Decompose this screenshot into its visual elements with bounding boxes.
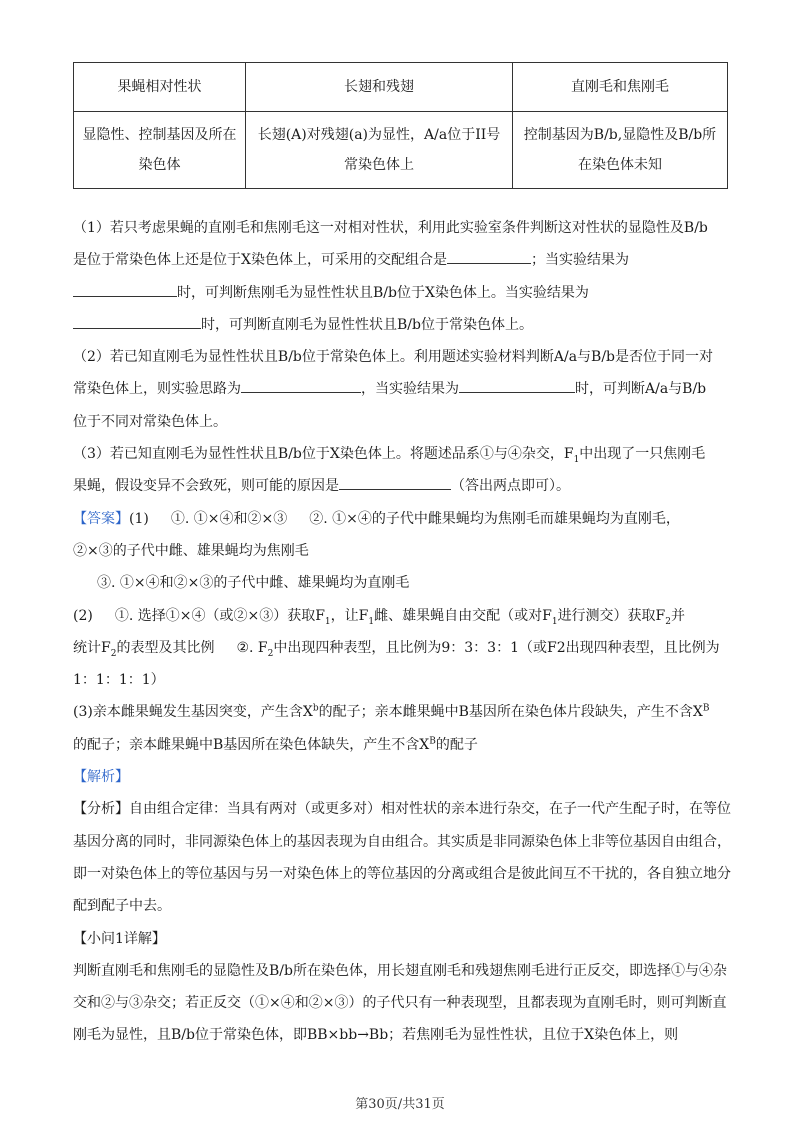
analysis-section [73, 761, 733, 1052]
header-cell: 果蝇相对性状 [74, 63, 246, 112]
answer-blank[interactable] [339, 472, 451, 490]
content-body [73, 212, 733, 1052]
trait-table [73, 62, 728, 189]
answer-tag: 【答案】 [73, 510, 129, 527]
analysis-fx-tag: 【分析】 [73, 801, 129, 818]
table-row [74, 112, 728, 189]
page-footer: 第30页/共31页 [355, 1097, 445, 1112]
answer-blank[interactable] [73, 279, 177, 297]
question-1: （1）若只考虑果蝇的直刚毛和焦刚毛这一对相对性状，利用此实验室条件判断这对性状的显隐性及B/b 是位于常染色体上还是位于X染色体上，可采用的交配组合是 ；当实验结果为 时，可判断焦刚毛为显性性状且B/b位于X染色体上。当实验结果为 时，可判断直刚毛为显性性状且B/b位于常染色体上。 [73, 220, 708, 333]
table-cell: 长翅(A)对残翅(a)为显性，A/a位于II号常染色体上 [246, 112, 513, 189]
question-2: （2）若已知直刚毛为显性性状且B/b位于常染色体上。利用题述实验材料判断A/a与B/b是否位于同一对 常染色体上，则实验思路为 ，当实验结果为 时，可判断A/a与B/b 位于不同对常染色体上。 [73, 349, 714, 430]
analysis-tag: 【解析】 [73, 769, 129, 786]
answer-blank[interactable] [459, 375, 575, 393]
header-cell: 长翅和残翅 [246, 63, 513, 112]
answer-blank[interactable] [447, 246, 531, 264]
detail-text: 判断直刚毛和焦刚毛的显隐性及B/b所在染色体，用长翅直刚毛和残翅焦刚毛进行正反交，即选择①与④杂交和②与③杂交；若正反交（①×④和②×③）的子代只有一种表现型，且都表现为直刚毛时，则可判断直刚毛为显性，且B/b位于常染色体，即BB×bb→Bb；若焦刚毛为显性性状，且位于X染色体上，则 [73, 962, 727, 1044]
answer-section: 【答案】(1) ①. ①×④和②×③ ②. ①×④的子代中雌果蝇均为焦刚毛而雄果蝇均为直刚毛， ②×③的子代中雌、雄果蝇均为焦刚毛 ③. ①×④和②×③的子代中雌、雄果蝇均为直刚毛 (2) ①. 选择①×④（或②×③）获取$F_1$，让$F_1$雌、雄果蝇自由交配（或对$F_1$进行测交）获取$F_2$并 统计$F_2$的表型及其比例 ②. $F_2$中出现四种表型，且比例为9：3：3：1（或F2出现四种表型，且比例为 1：1：1：1） (3)亲本雌果蝇发生基因突变，产生含$X^b$的配子；亲本雌果蝇中B基因所在染色体片段缺失，产生不含$X^B$ 的配子；亲本雌果蝇中B基因所在染色体缺失，产生不含$X^B$的配子 [73, 510, 720, 753]
table-cell: 控制基因为B/b,显隐性及B/b所在染色体未知 [513, 112, 728, 189]
analysis-text: 自由组合定律：当具有两对（或更多对）相对性状的亲本进行杂交，在子一代产生配子时，在等位基因分离的同时，非同源染色体上的基因表现为自由组合。其实质是非同源染色体上非等位基因自由组合，即一对染色体上的等位基因与另一对染色体上的等位基因的分离或组合是彼此间互不干扰的，各自独立地分配到配子中去。 [73, 801, 731, 915]
table-cell: 显隐性、控制基因及所在染色体 [74, 112, 246, 189]
answer-blank[interactable] [241, 375, 361, 393]
answer-blank[interactable] [73, 311, 201, 329]
question-3: （3）若已知直刚毛为显性性状且B/b位于X染色体上。将题述品系①与④杂交，$F_1$中出现了一只焦刚毛 果蝇，假设变异不会致死，则可能的原因是 （答出两点即可）。 [73, 446, 706, 495]
table-header-row [74, 63, 728, 112]
detail-tag: 【小问1详解】 [73, 930, 166, 947]
header-cell: 直刚毛和焦刚毛 [513, 63, 728, 112]
